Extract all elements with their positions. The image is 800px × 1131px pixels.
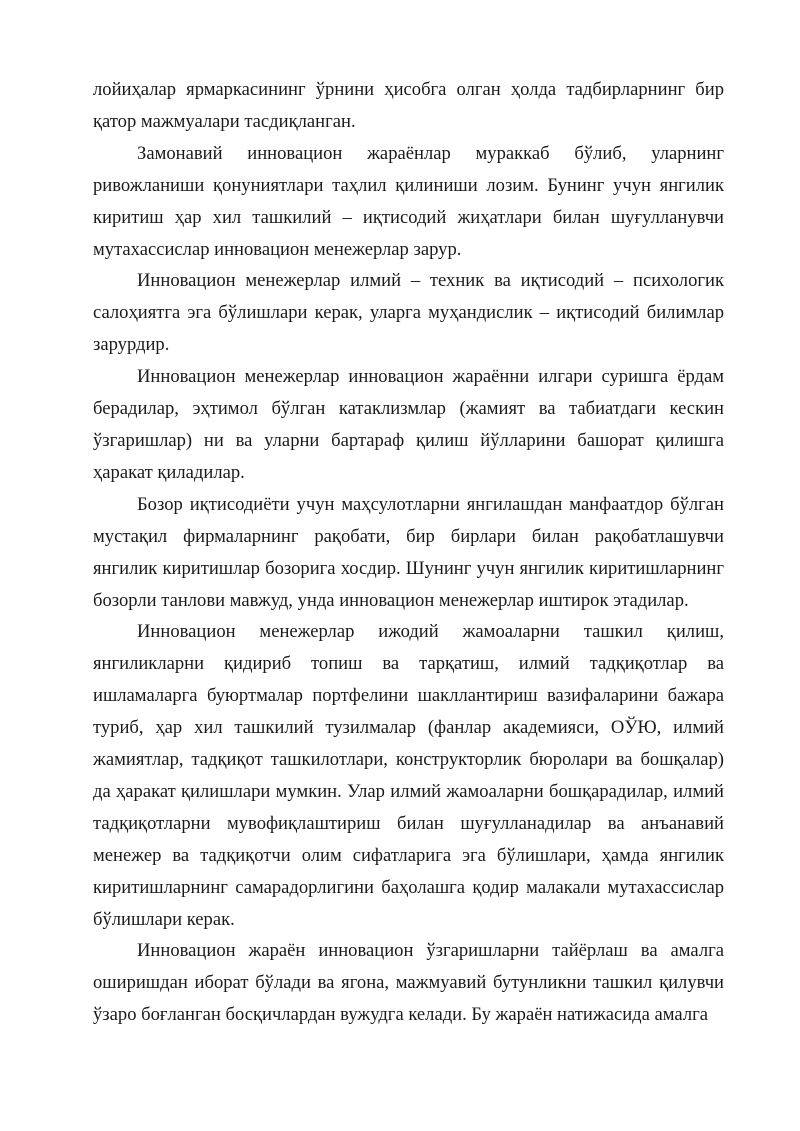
paragraph: Бозор иқтисодиёти учун маҳсулотларни янгилашдан манфаатдор бўлган мустақил фирмаларнинг рақобати, бир бирлари билан рақобатлашувчи янгилик киритишлар бозорига хосдир. Шунинг учун янгилик киритишларнинг бозорли танлови мавжуд, унда инновацион менежерлар иштирок этадилар. <box>93 493 724 611</box>
paragraph: Инновацион менежерлар илмий – техник ва иқтисодий – психологик салоҳиятга эга бўлишлари керак, уларга муҳандислик – иқтисодий билимлар зарурдир. <box>93 270 724 356</box>
document-body <box>93 74 724 1031</box>
paragraph: Замонавий инновацион жараёнлар мураккаб бўлиб, уларнинг ривожланиши қонуниятлари таҳлил қилиниши лозим. Бунинг учун янгилик киритиш ҳар хил ташкилий – иқтисодий жиҳатлари билан шуғулланувчи мутахассислар инновацион менежерлар зарур. <box>93 142 724 260</box>
paragraph: Инновацион менежерлар ижодий жамоаларни ташкил қилиш, янгиликларни қидириб топиш ва тарқатиш, илмий тадқиқотлар ва ишламаларга буюртмалар портфелини шакллантириш вазифаларини бажара туриб, ҳар хил ташкилий тузилмалар (фанлар академияси, ОЎЮ, илмий жамиятлар, тадқиқот ташкилотлари, конструкторлик бюролари ва бошқалар) да ҳаракат қилишлари мумкин. Улар илмий жамоаларни бошқарадилар, илмий тадқиқотларни мувофиқлаштириш билан шуғулланадилар ва анъанавий менежер ва тадқиқотчи олим сифатларига эга бўлишлари, ҳамда янгилик киритишларнинг самарадорлигини баҳолашга қодир малакали мутахассислар бўлишлари керак. <box>93 621 724 930</box>
paragraph: лойиҳалар ярмаркасининг ўрнини ҳисобга олган ҳолда тадбирларнинг бир қатор мажмуалари тасдиқланган. <box>93 79 724 132</box>
paragraph: Инновацион менежерлар инновацион жараённи илгари суришга ёрдам берадилар, эҳтимол бўлган катаклизмлар (жамият ва табиатдаги кескин ўзгаришлар) ни ва уларни бартараф қилиш йўлларини башорат қилишга ҳаракат қиладилар. <box>93 366 724 483</box>
paragraph: Инновацион жараён инновацион ўзгаришларни тайёрлаш ва амалга оширишдан иборат бўлади ва ягона, мажмуавий бутунликни ташкил қилувчи ўзаро боғланган босқичлардан вужудга келади. Бу жараён натижасида амалга <box>93 940 724 1026</box>
